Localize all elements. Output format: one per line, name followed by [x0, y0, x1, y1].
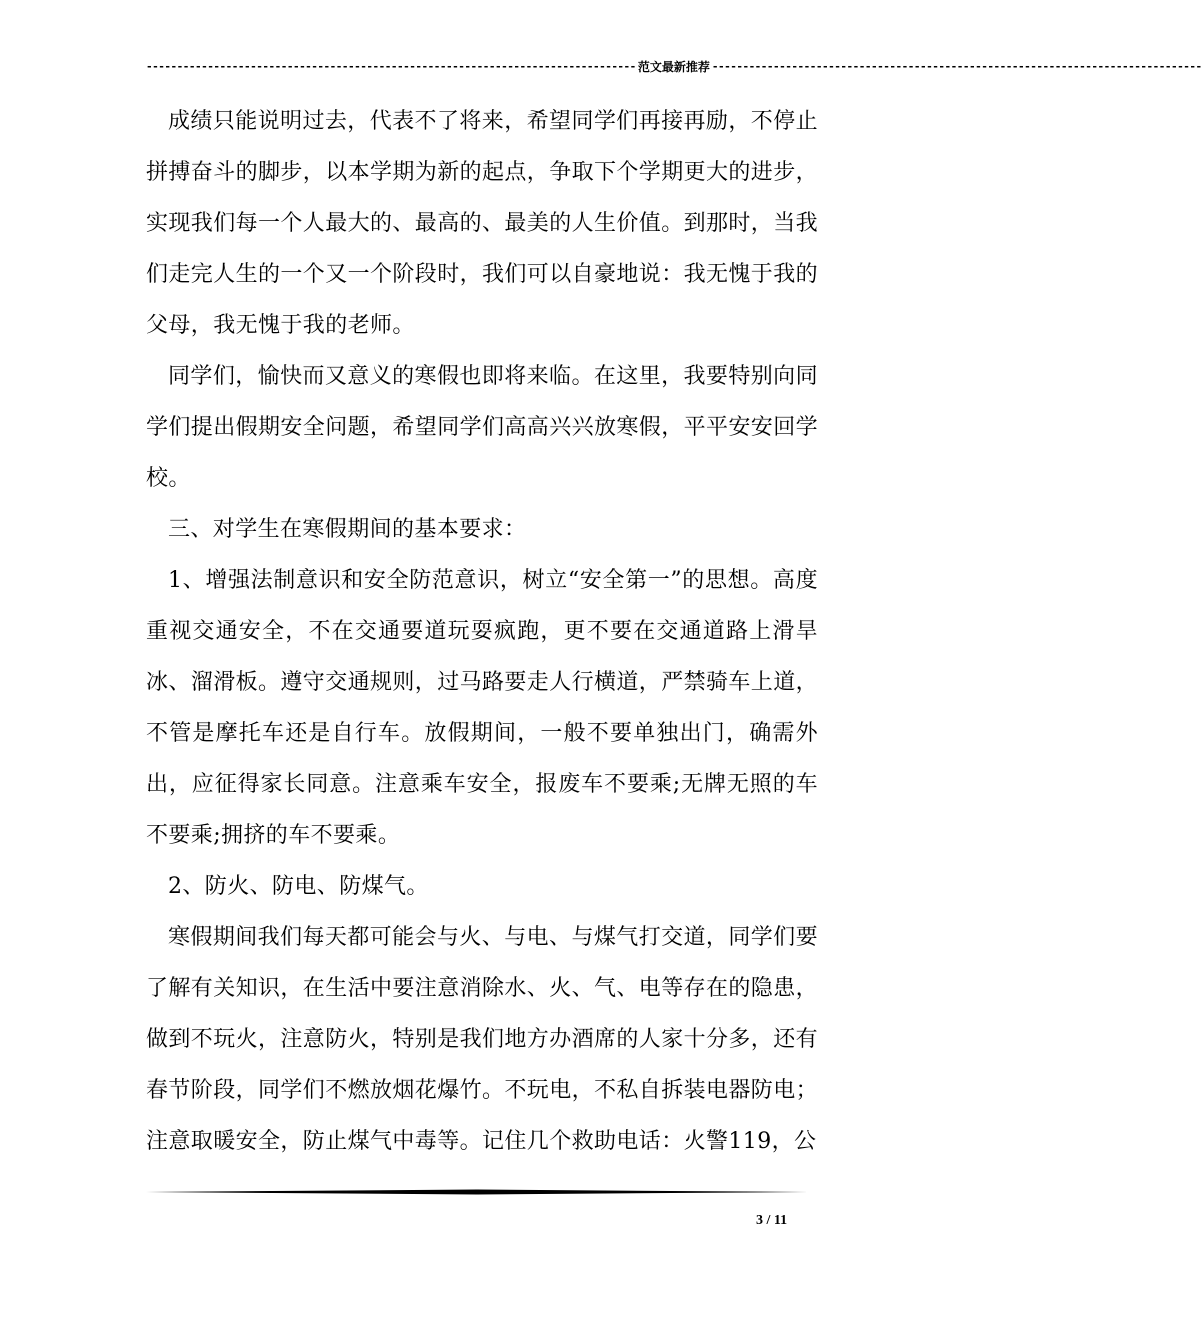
header-title: 范文最新推荐 — [637, 60, 710, 74]
paragraph: 成绩只能说明过去，代表不了将来，希望同学们再接再励，不停止拼搏奋斗的脚步，以本学期为新的起点，争取下个学期更大的进步，实现我们每一个人最大的、最高的、最美的人生价值。到那时，当我们走完人生的一个又一个阶段时，我们可以自豪地说：我无愧于我的父母，我无愧于我的老师。 — [146, 109, 819, 338]
page-number: 3 / 11 — [756, 1213, 788, 1228]
header-dash-right: -------------------------------------------------------------------------------- — [711, 60, 1202, 73]
section-heading: 三、对学生在寒假期间的基本要求： — [168, 517, 527, 542]
paragraph: 寒假期间我们每天都可能会与火、与电、与煤气打交道，同学们要了解有关知识，在生活中要注意消除水、火、气、电等存在的隐患，做到不玩火，注意防火，特别是我们地方办酒席的人家十分多，还有春节阶段，同学们不燃放烟花爆竹。不玩电，不私自拆装电器防电；注意取暖安全，防止煤气中毒等。记住几个救助电话：火警119，公 — [146, 925, 819, 1154]
document-body — [146, 96, 818, 1167]
paragraph: 同学们，愉快而又意义的寒假也即将来临。在这里，我要特别向同学们提出假期安全问题，希望同学们高高兴兴放寒假，平平安安回学校。 — [146, 364, 819, 491]
header-dash-left: -------------------------------------------------------------------------------- — [146, 60, 636, 73]
page-header — [146, 59, 1202, 75]
paragraph: 1、增强法制意识和安全防范意识，树立“安全第一”的思想。高度重视交通安全，不在交通要道玩耍疯跑，更不要在交通道路上滑旱冰、溜滑板。遵守交通规则，过马路要走人行横道，严禁骑车上道，不管是摩托车还是自行车。放假期间，一般不要单独出门，确需外出，应征得家长同意。注意乘车安全，报废车不要乘;无牌无照的车不要乘;拥挤的车不要乘。 — [146, 568, 819, 848]
list-item-heading: 2、防火、防电、防煤气。 — [168, 874, 429, 899]
footer-rule — [146, 1189, 808, 1195]
